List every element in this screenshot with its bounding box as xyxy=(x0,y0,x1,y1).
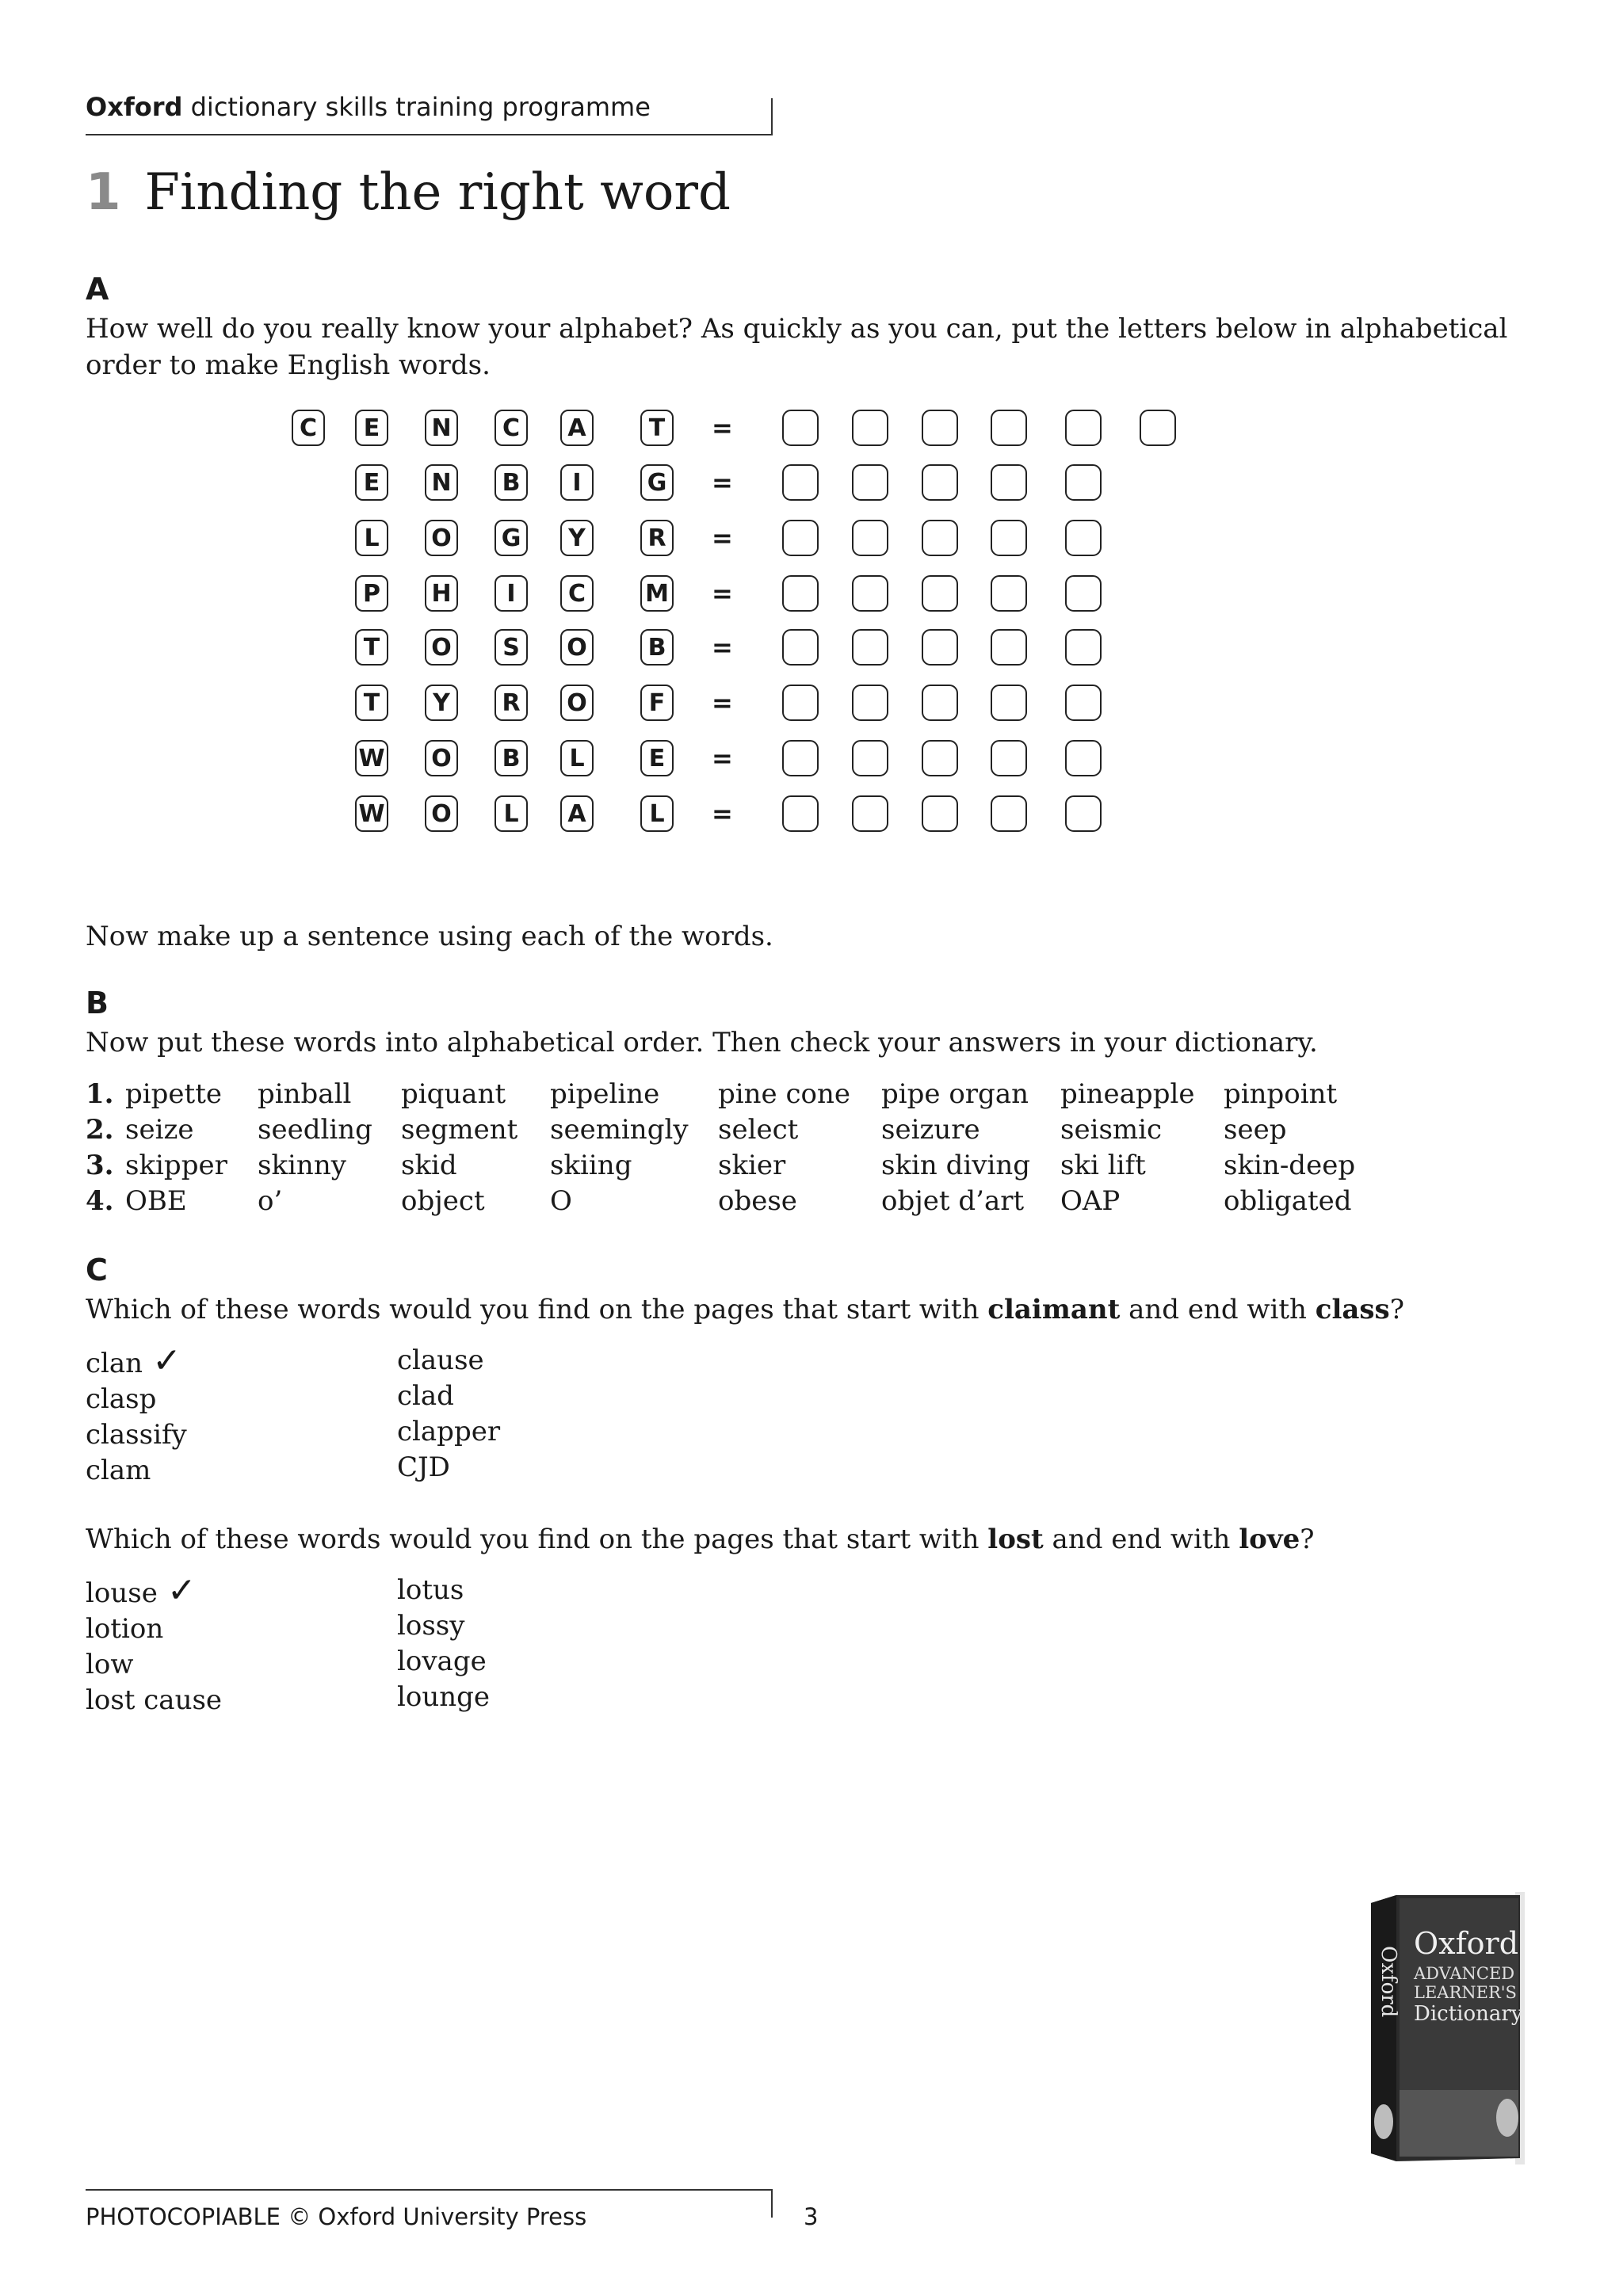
list-item: lost cause xyxy=(86,1684,223,1716)
answer-box[interactable] xyxy=(991,740,1027,776)
word-cell: pinball xyxy=(258,1078,352,1110)
answer-box[interactable] xyxy=(1065,685,1102,721)
list1-right xyxy=(397,1343,500,1486)
answer-box[interactable] xyxy=(922,410,958,446)
word-cell: segment xyxy=(401,1114,518,1146)
word-cell: skinny xyxy=(258,1150,346,1181)
running-header xyxy=(86,92,651,122)
section-b-label: B xyxy=(86,986,109,1020)
letter-tile: T xyxy=(355,629,388,666)
word-cell: ski lift xyxy=(1060,1150,1146,1181)
letter-tile: O xyxy=(560,629,594,666)
footer-copyright: PHOTOCOPIABLE © Oxford University Press xyxy=(86,2203,587,2230)
word-cell: obligated xyxy=(1224,1185,1352,1217)
section-c-question-2: Which of these words would you find on the pages that start with lost and end with love? xyxy=(86,1524,1315,1555)
letter-tile: N xyxy=(425,464,458,501)
word-cell: objet d’art xyxy=(881,1185,1025,1217)
answer-box[interactable] xyxy=(1140,410,1176,446)
equals-sign: = xyxy=(712,467,733,498)
list-item: CJD xyxy=(397,1451,450,1483)
word-cell: OBE xyxy=(125,1185,187,1217)
header-text: dictionary skills training programme xyxy=(190,92,651,122)
start-word: lost xyxy=(987,1524,1044,1555)
word-cell: seizure xyxy=(881,1114,980,1146)
word-cell: skin-deep xyxy=(1224,1150,1356,1181)
letter-tile: E xyxy=(355,464,388,501)
list-item: louse ✓ xyxy=(86,1570,197,1611)
word-cell: skid xyxy=(401,1150,457,1181)
start-word: claimant xyxy=(987,1294,1121,1325)
chapter-number: 1 xyxy=(86,163,121,222)
letter-tile: W xyxy=(355,795,388,832)
letter-tile: A xyxy=(560,410,594,446)
answer-box[interactable] xyxy=(1065,740,1102,776)
header-rule xyxy=(86,134,773,135)
book-title-advanced: ADVANCED xyxy=(1414,1964,1515,1983)
equals-sign: = xyxy=(712,413,733,443)
word-cell: skier xyxy=(718,1150,786,1181)
section-a-instruction: How well do you really know your alphabet? As quickly as you can, put the letters below in alphabetical order to make English words. xyxy=(86,313,1508,381)
footer-rule-tick xyxy=(771,2189,773,2218)
equals-sign: = xyxy=(712,688,733,718)
answer-box[interactable] xyxy=(782,410,819,446)
page-title xyxy=(86,163,731,222)
word-cell: OAP xyxy=(1060,1185,1121,1217)
checkmark-icon: ✓ xyxy=(152,1341,181,1381)
list-item: lossy xyxy=(397,1610,465,1642)
letter-tile: N xyxy=(425,410,458,446)
letter-tile: L xyxy=(640,795,674,832)
letter-tile: A xyxy=(560,795,594,832)
word-cell: obese xyxy=(718,1185,797,1217)
answer-box[interactable] xyxy=(1065,520,1102,556)
letter-tile: H xyxy=(425,575,458,612)
letter-tile: G xyxy=(640,464,674,501)
list-item: low xyxy=(86,1649,134,1680)
letter-tile: T xyxy=(640,410,674,446)
answer-box[interactable] xyxy=(852,629,888,666)
letter-tile: L xyxy=(560,740,594,776)
letter-tile: O xyxy=(425,795,458,832)
answer-box[interactable] xyxy=(1065,629,1102,666)
letter-tile: B xyxy=(640,629,674,666)
letter-tile: L xyxy=(495,795,528,832)
word-cell: pipeline xyxy=(550,1078,660,1110)
row-number: 1. xyxy=(86,1078,114,1110)
answer-box[interactable] xyxy=(852,740,888,776)
list-item: classify xyxy=(86,1419,187,1451)
letter-tile: Y xyxy=(560,520,594,556)
row-number: 4. xyxy=(86,1185,114,1217)
answer-box[interactable] xyxy=(991,795,1027,832)
chapter-title: Finding the right word xyxy=(144,163,731,222)
answer-box[interactable] xyxy=(782,740,819,776)
list-item: lotion xyxy=(86,1613,164,1645)
word-cell: skiing xyxy=(550,1150,632,1181)
answer-box[interactable] xyxy=(852,410,888,446)
answer-box[interactable] xyxy=(922,685,958,721)
answer-box[interactable] xyxy=(782,685,819,721)
list1-left xyxy=(86,1343,187,1489)
word-cell: pine cone xyxy=(718,1078,850,1110)
letter-tile: E xyxy=(355,410,388,446)
word-cell: piquant xyxy=(401,1078,506,1110)
letter-tile: P xyxy=(355,575,388,612)
letter-tile: O xyxy=(425,629,458,666)
answer-box[interactable] xyxy=(1065,410,1102,446)
word-cell: seep xyxy=(1224,1114,1287,1146)
letter-tile: F xyxy=(640,685,674,721)
letter-tile: C xyxy=(292,410,325,446)
letter-tile: B xyxy=(495,740,528,776)
equals-sign: = xyxy=(712,523,733,553)
answer-box[interactable] xyxy=(1065,575,1102,612)
answer-box[interactable] xyxy=(852,520,888,556)
section-a-followup: Now make up a sentence using each of the words. xyxy=(86,921,773,952)
answer-box[interactable] xyxy=(922,520,958,556)
equals-sign: = xyxy=(712,799,733,829)
answer-box[interactable] xyxy=(852,575,888,612)
list2-right xyxy=(397,1573,490,1715)
list-item: clause xyxy=(397,1344,484,1376)
letter-tile: G xyxy=(495,520,528,556)
letter-tile: T xyxy=(355,685,388,721)
answer-box[interactable] xyxy=(782,575,819,612)
answer-box[interactable] xyxy=(991,464,1027,501)
letter-tile: O xyxy=(425,520,458,556)
word-cell: seismic xyxy=(1060,1114,1163,1146)
answer-box[interactable] xyxy=(782,520,819,556)
letter-tile: B xyxy=(495,464,528,501)
section-b-instruction: Now put these words into alphabetical order. Then check your answers in your dictionary. xyxy=(86,1027,1318,1058)
list-item: clasp xyxy=(86,1383,157,1415)
book-title-learners: LEARNER'S xyxy=(1414,1983,1517,2002)
equals-sign: = xyxy=(712,743,733,773)
footer-rule xyxy=(86,2189,773,2191)
answer-box[interactable] xyxy=(922,575,958,612)
checkmark-icon: ✓ xyxy=(166,1570,197,1611)
letter-tile: M xyxy=(640,575,674,612)
section-c-question-1: Which of these words would you find on the pages that start with claimant and end with class? xyxy=(86,1294,1404,1325)
word-cell: seedling xyxy=(258,1114,372,1146)
section-a-label: A xyxy=(86,272,109,307)
end-word: class xyxy=(1315,1294,1390,1325)
answer-box[interactable] xyxy=(991,629,1027,666)
word-cell: pipette xyxy=(125,1078,222,1110)
row-number: 2. xyxy=(86,1114,114,1146)
row-number: 3. xyxy=(86,1150,114,1181)
letter-tile: W xyxy=(355,740,388,776)
answer-box[interactable] xyxy=(782,629,819,666)
answer-box[interactable] xyxy=(852,795,888,832)
answer-box[interactable] xyxy=(991,685,1027,721)
list-item: lovage xyxy=(397,1646,487,1677)
list-item: clapper xyxy=(397,1416,501,1447)
letter-tile: C xyxy=(495,410,528,446)
list-item: clam xyxy=(86,1455,151,1486)
list-item: lotus xyxy=(397,1574,464,1606)
answer-box[interactable] xyxy=(852,685,888,721)
answer-box[interactable] xyxy=(991,575,1027,612)
letter-tile: Y xyxy=(425,685,458,721)
answer-box[interactable] xyxy=(991,520,1027,556)
word-cell: select xyxy=(718,1114,799,1146)
list2-left xyxy=(86,1570,223,1718)
answer-box[interactable] xyxy=(922,464,958,501)
word-cell: pipe organ xyxy=(881,1078,1029,1110)
word-cell: o’ xyxy=(258,1185,283,1217)
word-cell: skipper xyxy=(125,1150,227,1181)
answer-box[interactable] xyxy=(922,629,958,666)
dictionary-book-image xyxy=(1365,1892,1531,2164)
list-item: clan ✓ xyxy=(86,1341,181,1381)
end-word: love xyxy=(1239,1524,1300,1555)
section-c-label: C xyxy=(86,1253,108,1287)
letter-tile: R xyxy=(640,520,674,556)
answer-box[interactable] xyxy=(782,795,819,832)
letter-tile: I xyxy=(560,464,594,501)
page-number: 3 xyxy=(804,2203,819,2230)
letter-tile: L xyxy=(355,520,388,556)
word-cell: pineapple xyxy=(1060,1078,1195,1110)
letter-tile: I xyxy=(495,575,528,612)
word-cell: pinpoint xyxy=(1224,1078,1338,1110)
answer-box[interactable] xyxy=(1065,464,1102,501)
letter-tile: S xyxy=(495,629,528,666)
header-brand: Oxford xyxy=(86,92,183,122)
letter-tile: E xyxy=(640,740,674,776)
equals-sign: = xyxy=(712,632,733,662)
letter-tile: O xyxy=(425,740,458,776)
book-title-dictionary: Dictionary xyxy=(1414,2002,1523,2026)
answer-box[interactable] xyxy=(1065,795,1102,832)
equals-sign: = xyxy=(712,578,733,608)
answer-box[interactable] xyxy=(852,464,888,501)
book-title-oxford: Oxford xyxy=(1414,1926,1519,1961)
header-rule-tick xyxy=(771,98,773,135)
letter-tile: R xyxy=(495,685,528,721)
answer-box[interactable] xyxy=(922,795,958,832)
letter-tile: C xyxy=(560,575,594,612)
word-cell: object xyxy=(401,1185,485,1217)
book-spine-text: Oxford xyxy=(1377,1946,1400,2018)
answer-box[interactable] xyxy=(922,740,958,776)
list-item: clad xyxy=(397,1380,454,1412)
word-cell: seize xyxy=(125,1114,194,1146)
word-cell: seemingly xyxy=(550,1114,689,1146)
answer-box[interactable] xyxy=(991,410,1027,446)
word-cell: skin diving xyxy=(881,1150,1031,1181)
word-cell: O xyxy=(550,1185,572,1217)
letter-tile: O xyxy=(560,685,594,721)
list-item: lounge xyxy=(397,1681,491,1713)
answer-box[interactable] xyxy=(782,464,819,501)
